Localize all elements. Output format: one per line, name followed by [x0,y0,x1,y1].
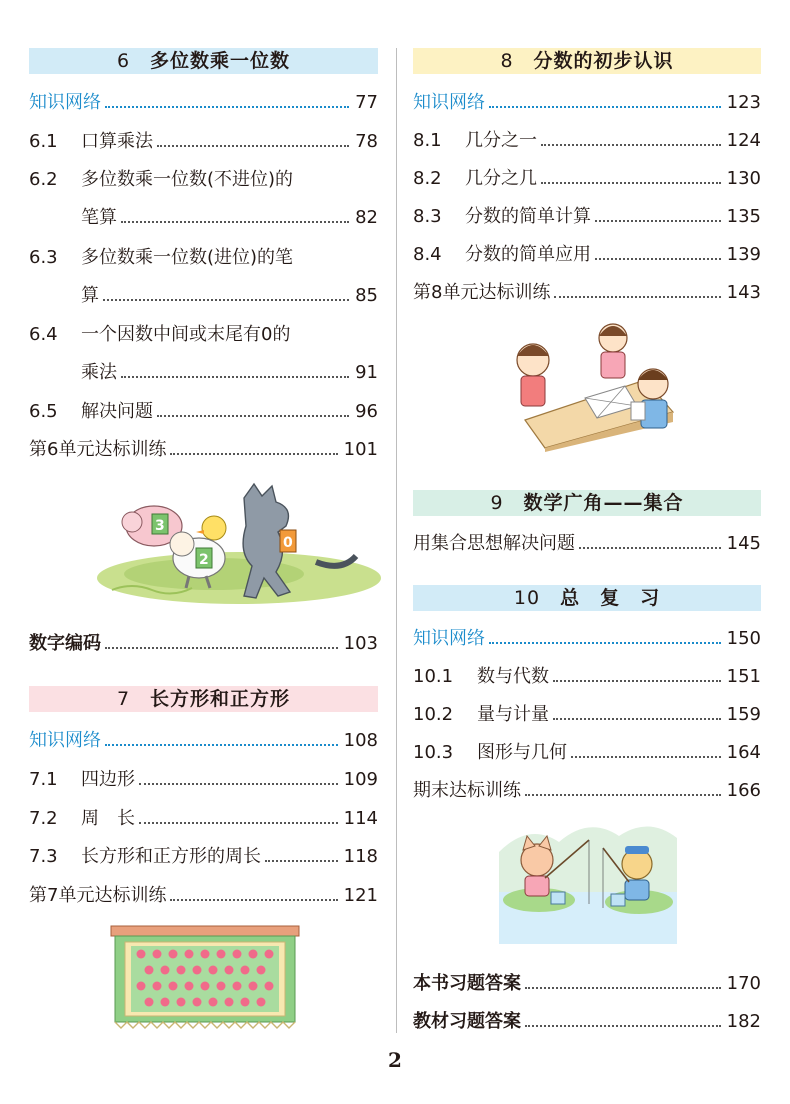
chapter-6-header: 6 多位数乘一位数 [29,48,378,74]
toc-entry-book-answers[interactable]: 本书习题答案 170 [413,973,761,994]
rug-flower [249,982,258,991]
rug-flower [241,966,250,975]
toc-entry-ch6-test[interactable]: 第6单元达标训练 101 [29,439,378,460]
toc-entry-ch7-knowledge[interactable]: 知识网络 108 [29,730,378,751]
rug-flower [153,950,162,959]
column-divider [396,48,397,1033]
toc-entry-9-1[interactable]: 用集合思想解决问题 145 [413,533,761,554]
rug-flower [145,998,154,1007]
rug-flower [201,982,210,991]
toc-entry-8-2[interactable]: 8.2 几分之几 130 [413,168,761,189]
toc-entry-ch10-knowledge[interactable]: 知识网络 150 [413,628,761,649]
toc-entry-8-4[interactable]: 8.4 分数的简单应用 139 [413,244,761,265]
toc-entry-7-2[interactable]: 7.2 周 长 114 [29,808,378,829]
toc-entry-8-1[interactable]: 8.1 几分之一 124 [413,130,761,151]
race-animals-illustration [94,478,384,606]
flower-rug-illustration [109,924,301,1032]
rug-flower [265,982,274,991]
runner-bib-2: 2 [199,552,209,568]
rug-flower [169,950,178,959]
toc-entry-6-5[interactable]: 6.5 解决问题 96 [29,401,378,422]
toc-entry-ch6-knowledge[interactable]: 知识网络 77 [29,92,378,113]
children-paper-illustration [505,320,675,452]
rug-flower [193,966,202,975]
rug-flower [217,982,226,991]
toc-entry-ch8-knowledge[interactable]: 知识网络 123 [413,92,761,113]
rug-flower [153,982,162,991]
rug-flower [225,966,234,975]
rug-flower [241,998,250,1007]
chapter-10-header: 10 总 复 习 [413,585,761,611]
toc-entry-6-4-line2[interactable]: 乘法 91 [81,362,378,383]
toc-entry-7-3[interactable]: 7.3 长方形和正方形的周长 118 [29,846,378,867]
rug-flower [233,982,242,991]
rug-flower [137,982,146,991]
toc-entry-8-3[interactable]: 8.3 分数的简单计算 135 [413,206,761,227]
runner-bib-1: 3 [155,518,165,534]
rug-flower [193,998,202,1007]
toc-entry-7-1[interactable]: 7.1 四边形 109 [29,769,378,790]
rug-flower [257,998,266,1007]
fishing-animals-illustration [499,822,677,944]
rug-flower [249,950,258,959]
runner-bib-3: 0 [283,535,293,551]
chapter-9-header: 9 数学广角——集合 [413,490,761,516]
toc-entry-6-2-line2[interactable]: 笔算 82 [81,207,378,228]
toc-entry-10-2[interactable]: 10.2 量与计量 159 [413,704,761,725]
toc-entry-6-3-line2[interactable]: 算 85 [81,285,378,306]
rug-flower [257,966,266,975]
rug-flower [209,998,218,1007]
toc-entry-ch7-test[interactable]: 第7单元达标训练 121 [29,885,378,906]
chapter-8-header: 8 分数的初步认识 [413,48,761,74]
rug-flower [209,966,218,975]
toc-entry-final-test[interactable]: 期末达标训练 166 [413,780,761,801]
rug-flower [161,998,170,1007]
rug-flower [225,998,234,1007]
toc-entry-6-4-line1[interactable]: 6.4 一个因数中间或末尾有0的 [29,324,291,345]
rug-flower [233,950,242,959]
rug-flower [177,966,186,975]
toc-entry-number-coding[interactable]: 数字编码 103 [29,633,378,654]
toc-entry-6-3-line1[interactable]: 6.3 多位数乘一位数(进位)的笔 [29,247,294,268]
rug-flower [137,950,146,959]
toc-entry-6-1[interactable]: 6.1 口算乘法 78 [29,131,378,152]
toc-entry-ch8-test[interactable]: 第8单元达标训练 143 [413,282,761,303]
rug-flower [217,950,226,959]
rug-flower [201,950,210,959]
toc-entry-6-2-line1[interactable]: 6.2 多位数乘一位数(不进位)的 [29,169,294,190]
rug-flower [177,998,186,1007]
page-number: 2 [388,1048,402,1072]
toc-entry-10-3[interactable]: 10.3 图形与几何 164 [413,742,761,763]
rug-flower [161,966,170,975]
rug-flower [169,982,178,991]
rug-flower [185,950,194,959]
chapter-7-header: 7 长方形和正方形 [29,686,378,712]
toc-entry-10-1[interactable]: 10.1 数与代数 151 [413,666,761,687]
rug-flower [145,966,154,975]
toc-entry-textbook-answers[interactable]: 教材习题答案 182 [413,1011,761,1032]
rug-flower [265,950,274,959]
rug-flower [185,982,194,991]
